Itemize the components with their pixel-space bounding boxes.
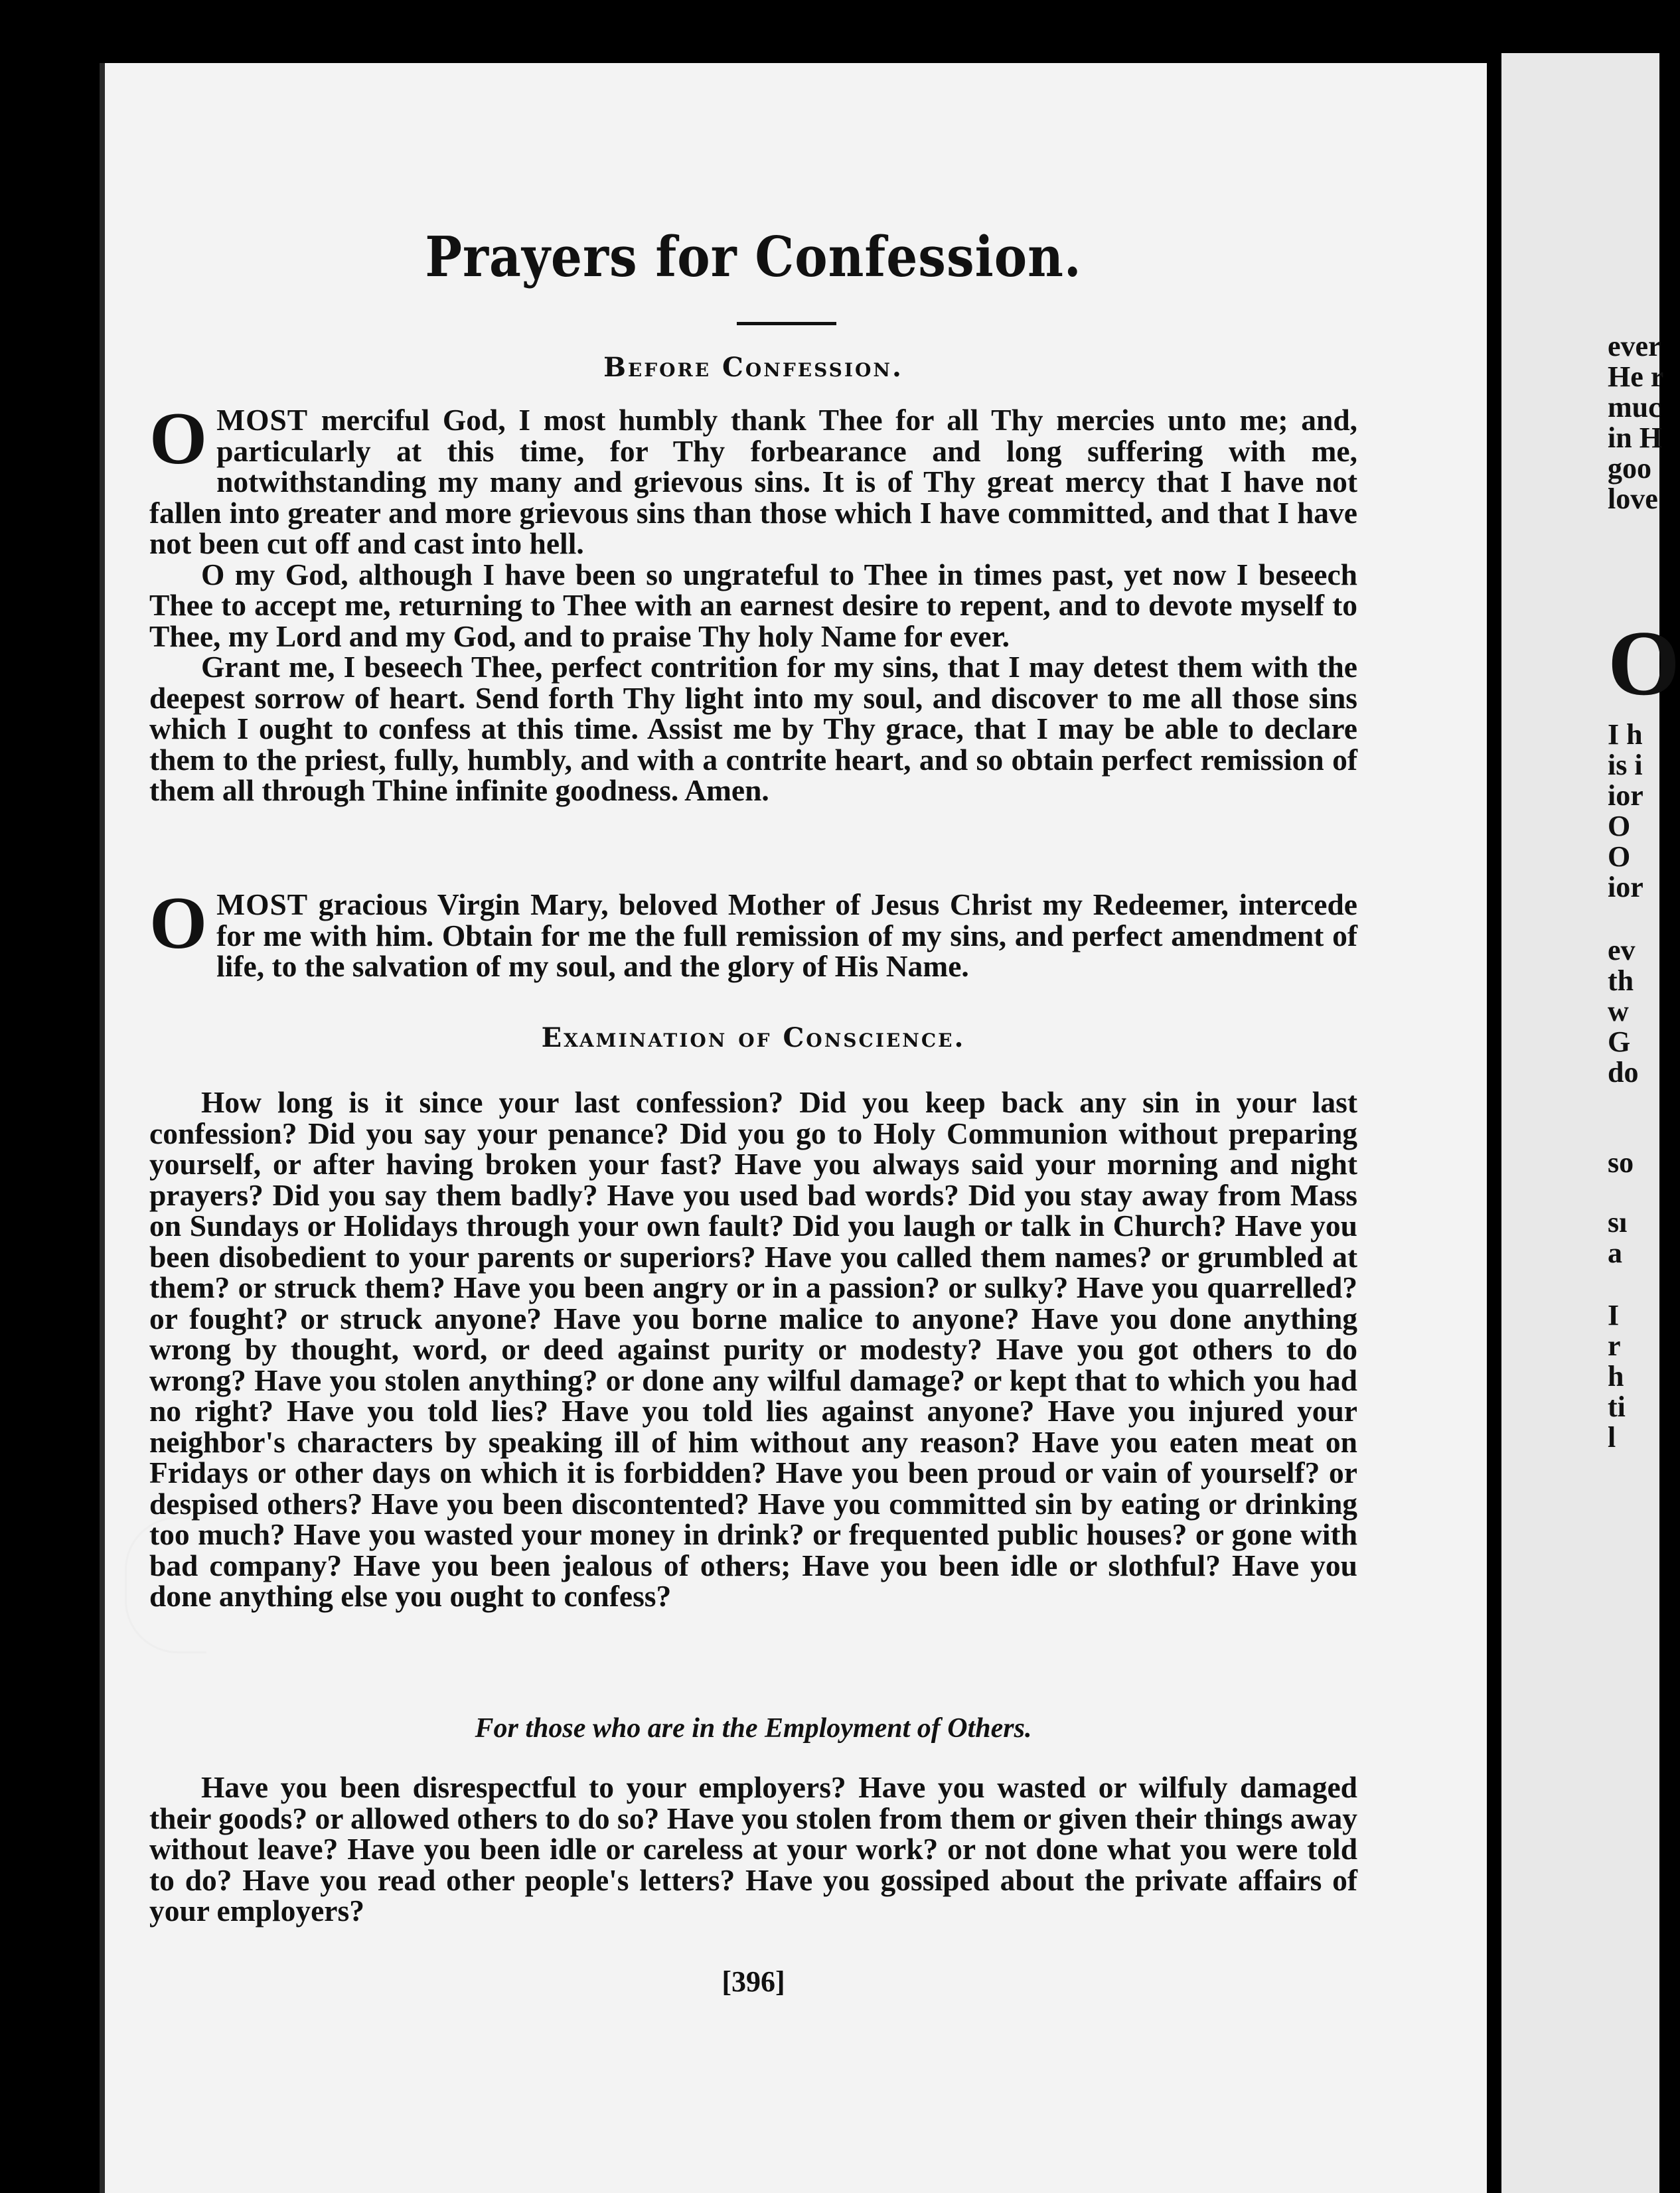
facing-page-text: ior	[1608, 871, 1643, 903]
lead-word: MOST	[216, 403, 309, 437]
facing-page-text: w	[1608, 995, 1629, 1027]
before-confession-heading: Before Confession.	[603, 352, 903, 383]
drop-cap: O	[149, 398, 208, 480]
prayer-text: merciful God, I most humbly thank Thee for all Thy mercies unto me; and, particularly at this time, for Thy forbearance and long suffering with me, notwithstanding my many and grievous sins. It is of Thy great mercy that I have not fallen into greater and more grievous sins than those which I have committed, and that I have not been cut off and cast into hell.	[149, 403, 1358, 560]
employment-subheading: For those who are in the Employment of Others.	[475, 1713, 1032, 1744]
book-gutter	[1487, 0, 1500, 2193]
drop-cap: O	[149, 882, 208, 964]
facing-page-text: I h	[1608, 718, 1643, 751]
title-divider	[737, 322, 836, 325]
facing-page-fragment	[1501, 53, 1680, 2193]
facing-page-text: r	[1608, 1329, 1621, 1362]
facing-page-text: do	[1608, 1056, 1639, 1089]
prayer-paragraph: Grant me, I beseech Thee, perfect contrition for my sins, that I may detest them with the deepest sorrow of heart. Send forth Thy light into my soul, and discover to me all those sins which I ought to confess at this time. Assist me by Thy grace, that I may be able to declare them to the priest, fully, humbly, and with a contrite heart, and so obtain perfect remission of them all through Thine infinite goodness. Amen.	[149, 650, 1357, 807]
facing-page-text: is i	[1608, 749, 1643, 781]
facing-page-text: ever	[1608, 330, 1661, 362]
examination-section	[149, 1087, 1357, 1612]
employment-paragraph: Have you been disrespectful to your employers? Have you wasted or wilfuly damaged their goods? or allowed others to do so? Have you stolen from them or given their things away without leave? Have you been idle or careless at your work? or not done what you were told to do? Have you read other people's letters? Have you gossiped about the private affairs of your employers?	[149, 1770, 1357, 1928]
facing-page-text: th	[1608, 964, 1634, 997]
page-number: [396]	[722, 1965, 785, 1998]
facing-page-text: O	[1608, 810, 1631, 842]
facing-page-text: h	[1608, 1360, 1624, 1393]
facing-page-text: a	[1608, 1237, 1622, 1269]
facing-page-text: muc	[1608, 391, 1661, 423]
facing-page-text: so	[1608, 1146, 1634, 1179]
examination-paragraph: How long is it since your last confession? Did you keep back any sin in your last confession? Did you say your penance? Did you go to Holy Communion without preparing yourself, or after having broken your fast? Have you always said your morning and night prayers? Did you say them badly? Have you used bad words? Did you stay away from Mass on Sundays or Holidays through your own fault? Did you laugh or talk in Church? Have you been disobedient to your parents or superiors? Have you called them names? or grumbled at them? or struck them? Have you been angry or in a passion? or sulky? Have you quarrelled? or fought? or struck anyone? Have you borne malice to anyone? Have you done anything wrong by thought, word, or deed against purity or modesty? Have you got others to do wrong? Have you stolen anything? or done any wilful damage? or kept that to which you had no right? Have you told lies? Have you told lies against anyone? Have you injured your neighbor's characters by speaking ill of him without any reason? Have you eaten meat on Fridays or other days on which it is forbidden? Have you been proud or vain of yourself? or despised others? Have you been discontented? Have you committed sin by eating or drinking too much? Have you wasted your money in drink? or frequented public houses? or gone with bad company? Have you been jealous of others; Have you been idle or slothful? Have you done anything else you ought to confess?	[149, 1085, 1357, 1613]
facing-page-text: goo	[1608, 452, 1651, 485]
facing-page-text: love	[1608, 483, 1658, 515]
page-title: Prayers for Confession.	[425, 226, 1082, 290]
facing-page-dropcap: O	[1608, 612, 1680, 715]
prayer-to-mary	[149, 882, 1357, 983]
prayer-text: gracious Virgin Mary, beloved Mother of Jesus Christ my Redeemer, intercede for me with him. Obtain for me the full remission of my sins, and perfect amendment of life, to the salvation of my soul, and the glory of His Name.	[216, 887, 1357, 983]
facing-page-text: in H	[1608, 421, 1662, 454]
facing-page-text: sı	[1608, 1206, 1628, 1239]
facing-page-text: ior	[1608, 779, 1643, 812]
prayer-paragraph	[149, 882, 1357, 983]
facing-page-text: l	[1608, 1421, 1616, 1454]
facing-page-text: G	[1608, 1025, 1631, 1058]
facing-page-text: I	[1608, 1299, 1620, 1331]
employment-section	[149, 1772, 1357, 1927]
prayer-paragraph: O my God, although I have been so ungrateful to Thee in times past, yet now I beseech Thee to accept me, returning to Thee with an earnest desire to repent, and to devote myself to Thee, my Lord and my God, and to praise Thy holy Name for ever.	[149, 557, 1357, 653]
facing-page-text: ev	[1608, 934, 1636, 966]
lead-word: MOST	[216, 887, 309, 921]
examination-heading: Examination of Conscience.	[541, 1022, 966, 1053]
facing-page-text: O	[1608, 840, 1631, 873]
prayer-paragraph	[149, 398, 1358, 560]
facing-page-text: He r	[1608, 360, 1664, 393]
prayer-before-confession	[149, 398, 1358, 807]
facing-page-text: ti	[1608, 1391, 1626, 1423]
